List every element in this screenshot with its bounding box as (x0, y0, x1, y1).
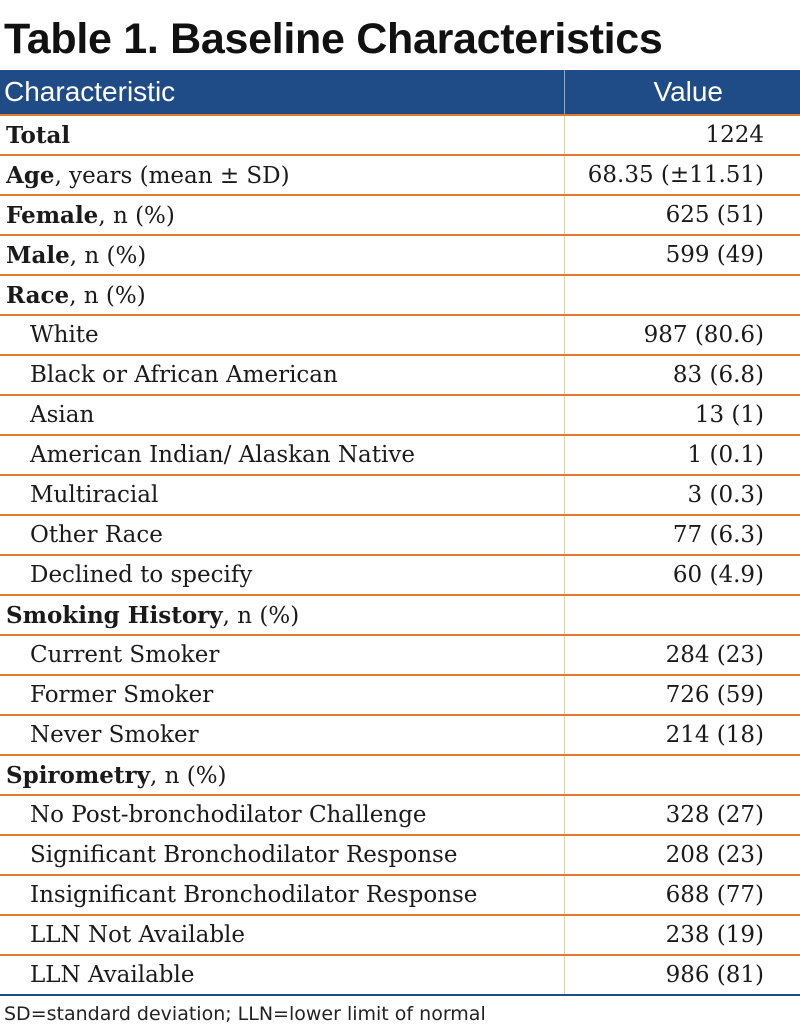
row-label-text: LLN Available (30, 962, 195, 988)
header-value: Value (564, 70, 800, 115)
row-label (0, 115, 564, 155)
row-label (0, 915, 564, 955)
row-label-text: , n (%) (69, 242, 147, 269)
row-label-text: LLN Not Available (30, 922, 246, 948)
row-label (0, 355, 564, 395)
row-label-bold: Race (6, 281, 70, 309)
row-label (0, 195, 564, 235)
table-title: Table 1. Baseline Characteristics (4, 15, 663, 63)
row-value: 1224 (564, 115, 800, 155)
row-value: 208 (23) (564, 835, 800, 875)
row-label-text: Significant Bronchodilator Response (30, 842, 458, 868)
row-label-text: Insignificant Bronchodilator Response (30, 882, 478, 908)
table-row (0, 475, 800, 515)
row-label (0, 275, 564, 315)
row-value (564, 275, 800, 315)
row-label-text: , n (%) (98, 202, 175, 229)
table-row (0, 875, 800, 915)
table-footnote: SD=standard deviation; LLN=lower limit of normal (4, 1003, 486, 1025)
row-value: 77 (6.3) (564, 515, 800, 555)
table-row (0, 715, 800, 755)
row-label (0, 515, 564, 555)
table-row (0, 795, 800, 835)
row-value: 1 (0.1) (564, 435, 800, 475)
row-value: 3 (0.3) (564, 475, 800, 515)
row-label-text: Black or African American (30, 362, 338, 388)
row-label (0, 395, 564, 435)
row-value (564, 595, 800, 635)
table-row (0, 275, 800, 315)
row-label (0, 235, 564, 275)
table-row (0, 315, 800, 355)
table-row (0, 515, 800, 555)
table-row (0, 675, 800, 715)
row-label-bold: Male (6, 241, 70, 269)
row-label-bold: Spirometry (6, 761, 150, 789)
row-value: 599 (49) (564, 235, 800, 275)
row-value: 284 (23) (564, 635, 800, 675)
row-label (0, 155, 564, 195)
row-label (0, 715, 564, 755)
row-label (0, 835, 564, 875)
row-label-text: Multiracial (30, 482, 159, 508)
row-value (564, 755, 800, 795)
row-label-bold: Total (6, 121, 71, 149)
header-characteristic: Characteristic (0, 70, 564, 115)
row-label-text: American Indian/ Alaskan Native (30, 442, 415, 468)
row-value: 68.35 (±11.51) (564, 155, 800, 195)
row-label (0, 435, 564, 475)
row-label-text: , years (mean ± SD) (54, 162, 290, 189)
row-label (0, 795, 564, 835)
row-label (0, 475, 564, 515)
row-value: 238 (19) (564, 915, 800, 955)
row-label (0, 955, 564, 995)
row-label-text: White (30, 322, 99, 348)
table-row (0, 195, 800, 235)
row-value: 328 (27) (564, 795, 800, 835)
table-row (0, 435, 800, 475)
row-label (0, 315, 564, 355)
table-row (0, 635, 800, 675)
row-value: 987 (80.6) (564, 315, 800, 355)
table-row (0, 555, 800, 595)
row-value: 726 (59) (564, 675, 800, 715)
row-label-bold: Female (6, 201, 99, 229)
table-row (0, 755, 800, 795)
row-label-bold: Smoking History (6, 601, 223, 629)
row-value: 13 (1) (564, 395, 800, 435)
row-value: 625 (51) (564, 195, 800, 235)
row-label-text: Declined to specify (30, 562, 253, 588)
table-row (0, 115, 800, 155)
row-label (0, 875, 564, 915)
row-label-text: Never Smoker (30, 722, 199, 748)
row-value: 83 (6.8) (564, 355, 800, 395)
row-label-text: Asian (30, 402, 95, 428)
row-label-text: Other Race (30, 522, 163, 548)
table-row (0, 955, 800, 995)
row-label-text: , n (%) (222, 602, 300, 629)
table-row (0, 155, 800, 195)
table-body (0, 115, 800, 995)
row-label-text: , n (%) (69, 282, 146, 309)
table-row (0, 915, 800, 955)
row-label (0, 555, 564, 595)
row-label (0, 675, 564, 715)
row-label-text: , n (%) (149, 762, 227, 789)
table-header-row (0, 70, 800, 115)
row-value: 688 (77) (564, 875, 800, 915)
table-row (0, 835, 800, 875)
table-row (0, 235, 800, 275)
table-row (0, 395, 800, 435)
row-label (0, 755, 564, 795)
table-row (0, 355, 800, 395)
baseline-characteristics-table (0, 70, 800, 996)
row-value: 986 (81) (564, 955, 800, 995)
row-value: 60 (4.9) (564, 555, 800, 595)
row-label-text: Current Smoker (30, 642, 220, 668)
table-row (0, 595, 800, 635)
row-value: 214 (18) (564, 715, 800, 755)
row-label (0, 595, 564, 635)
row-label-text: Former Smoker (30, 682, 214, 708)
row-label (0, 635, 564, 675)
row-label-bold: Age (6, 161, 55, 189)
row-label-text: No Post-bronchodilator Challenge (30, 802, 427, 828)
